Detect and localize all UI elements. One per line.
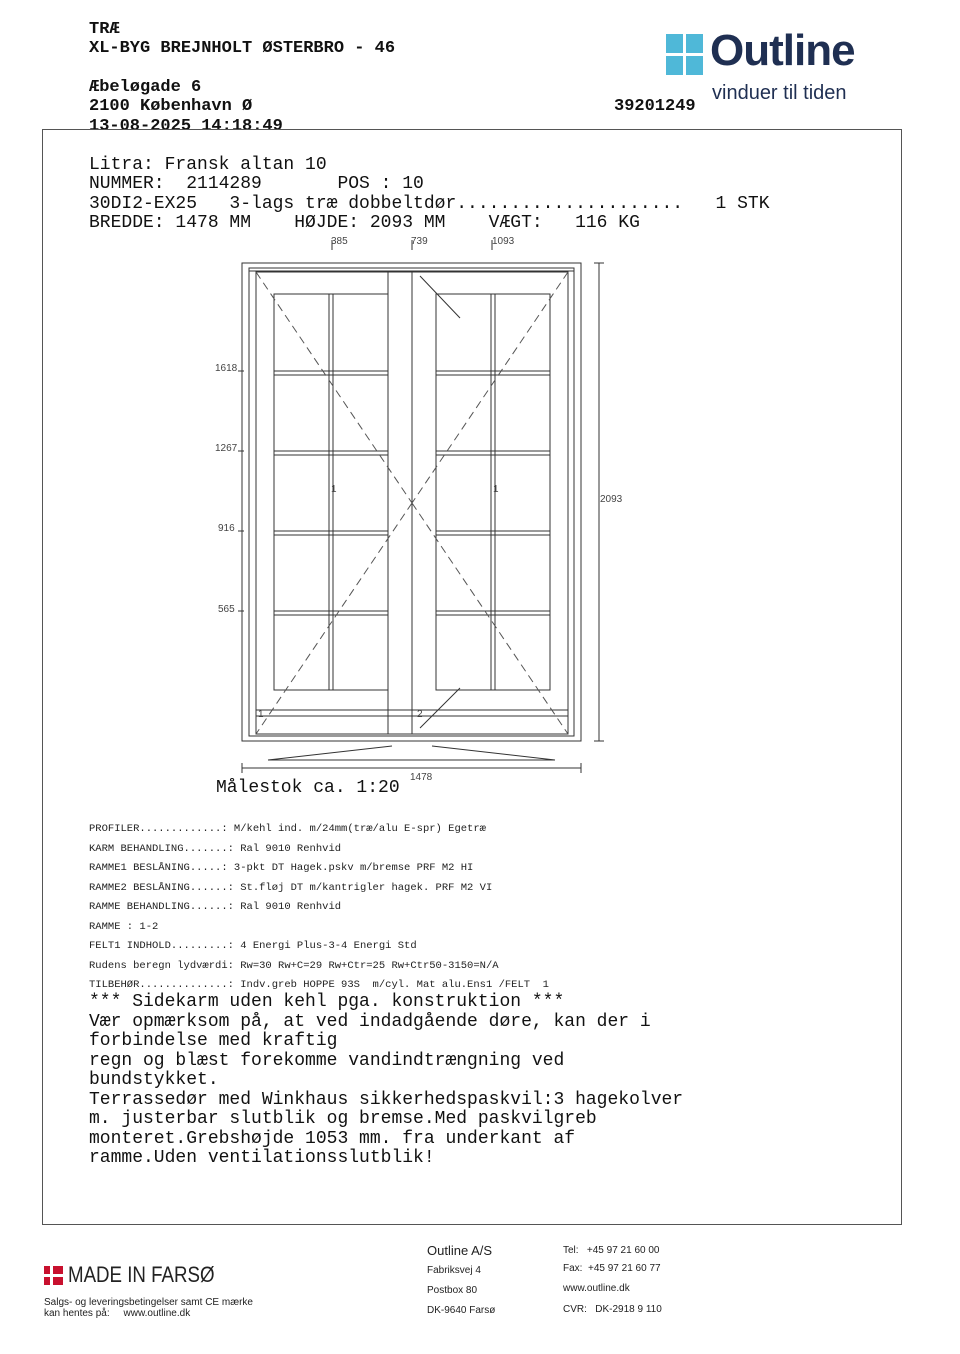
note-line: bundstykket. bbox=[89, 1070, 219, 1090]
print-datetime: 13-08-2025 14:18:49 bbox=[89, 117, 283, 136]
terms-line1: Salgs- og leveringsbetingelser samt CE mærke bbox=[44, 1297, 253, 1308]
order-number: 39201249 bbox=[614, 97, 696, 116]
left-mark-2: 1267 bbox=[215, 443, 238, 454]
note-line: Vær opmærksom på, at ved indadgående døre, kan der i bbox=[89, 1011, 651, 1032]
left-mark-3: 916 bbox=[218, 523, 235, 534]
sash-number-1: 1 bbox=[258, 709, 264, 720]
top-mark-3: 1093 bbox=[492, 236, 515, 247]
model-line: 30DI2-EX25 3-lags træ dobbeltdør..................... 1 STK bbox=[89, 194, 770, 214]
detail-row: RAMME2 BESLÅNING......: St.fløj DT m/kantrigler hagek. PRF M2 VI bbox=[89, 881, 493, 894]
company-web[interactable]: www.outline.dk bbox=[563, 1283, 630, 1294]
notes-block bbox=[89, 993, 683, 1169]
sash-number-2: 2 bbox=[417, 709, 423, 720]
sash-label-right: 1 bbox=[493, 484, 499, 495]
company-fax: Fax: +45 97 21 60 77 bbox=[563, 1263, 661, 1274]
made-in-farso: MADE IN FARSØ bbox=[68, 1262, 215, 1287]
company-postbox: Postbox 80 bbox=[427, 1285, 478, 1296]
note-line: *** Sidekarm uden kehl pga. konstruktion *** bbox=[89, 992, 565, 1012]
note-line: ramme.Uden ventilationsslutblik! bbox=[89, 1148, 435, 1168]
company-city: DK-9640 Farsø bbox=[427, 1305, 496, 1316]
detail-row: TILBEHØR..............: Indv.greb HOPPE 93S m/cyl. Mat alu.Ens1 /FELT 1 bbox=[89, 979, 549, 991]
logo-tagline: vinduer til tiden bbox=[712, 82, 847, 104]
note-line: monteret.Grebshøjde 1053 mm. fra underkant af bbox=[89, 1128, 576, 1149]
width-label: 1478 bbox=[410, 772, 433, 783]
danish-flag-icon bbox=[44, 1266, 63, 1285]
company-name: Outline A/S bbox=[427, 1243, 493, 1258]
detail-row: RAMME1 BESLÅNING.....: 3-pkt DT Hagek.pskv m/bremse PRF M2 HI bbox=[89, 862, 474, 874]
detail-row: RAMME : 1-2 bbox=[89, 920, 159, 933]
header-line2: XL-BYG BREJNHOLT ØSTERBRO - 46 bbox=[89, 39, 396, 58]
logo-brand: Outline bbox=[710, 26, 855, 75]
company-tel: Tel: +45 97 21 60 00 bbox=[563, 1245, 660, 1256]
address-line2: 2100 København Ø bbox=[89, 97, 253, 116]
note-line: m. justerbar slutblik og bremse.Med paskvilgreb bbox=[89, 1109, 597, 1129]
header-line1: TRÆ bbox=[89, 20, 120, 39]
address-line1: Æbeløgade 6 bbox=[89, 78, 202, 97]
detail-row: PROFILER.............: M/kehl ind. m/24mm(træ/alu E-spr) Egetræ bbox=[89, 823, 486, 835]
litra-line: Litra: Fransk altan 10 bbox=[89, 155, 327, 175]
left-mark-4: 565 bbox=[218, 604, 235, 615]
note-line: Terrassedør med Winkhaus sikkerhedspaskvil:3 hagekolver bbox=[89, 1089, 684, 1110]
detail-row: KARM BEHANDLING.......: Ral 9010 Renhvid bbox=[89, 842, 342, 855]
dimensions-line: BREDDE: 1478 MM HØJDE: 2093 MM VÆGT: 116 KG bbox=[89, 213, 640, 233]
top-mark-1: 385 bbox=[331, 236, 348, 247]
note-line: forbindelse med kraftig bbox=[89, 1031, 338, 1051]
detail-row: Rudens beregn lydværdi: Rw=30 Rw+C=29 Rw+Ctr=25 Rw+Ctr50-3150=N/A bbox=[89, 959, 499, 972]
note-line: regn og blæst forekomme vandindtrængning ved bbox=[89, 1050, 565, 1071]
company-cvr: CVR: DK-2918 9 110 bbox=[563, 1304, 662, 1315]
company-street: Fabriksvej 4 bbox=[427, 1265, 481, 1276]
detail-row: RAMME BEHANDLING......: Ral 9010 Renhvid bbox=[89, 901, 342, 913]
detail-row: FELT1 INDHOLD.........: 4 Energi Plus-3-4 Energi Std bbox=[89, 940, 417, 952]
details-list bbox=[89, 820, 549, 996]
top-mark-2: 739 bbox=[411, 236, 428, 247]
height-label: 2093 bbox=[600, 494, 623, 505]
nummer-line: NUMMER: 2114289 POS : 10 bbox=[89, 174, 424, 194]
scale-label: Målestok ca. 1:20 bbox=[216, 778, 400, 798]
terms-line2: kan hentes på: www.outline.dk bbox=[44, 1308, 191, 1319]
sash-label-left: 1 bbox=[331, 484, 337, 495]
left-mark-1: 1618 bbox=[215, 363, 238, 374]
